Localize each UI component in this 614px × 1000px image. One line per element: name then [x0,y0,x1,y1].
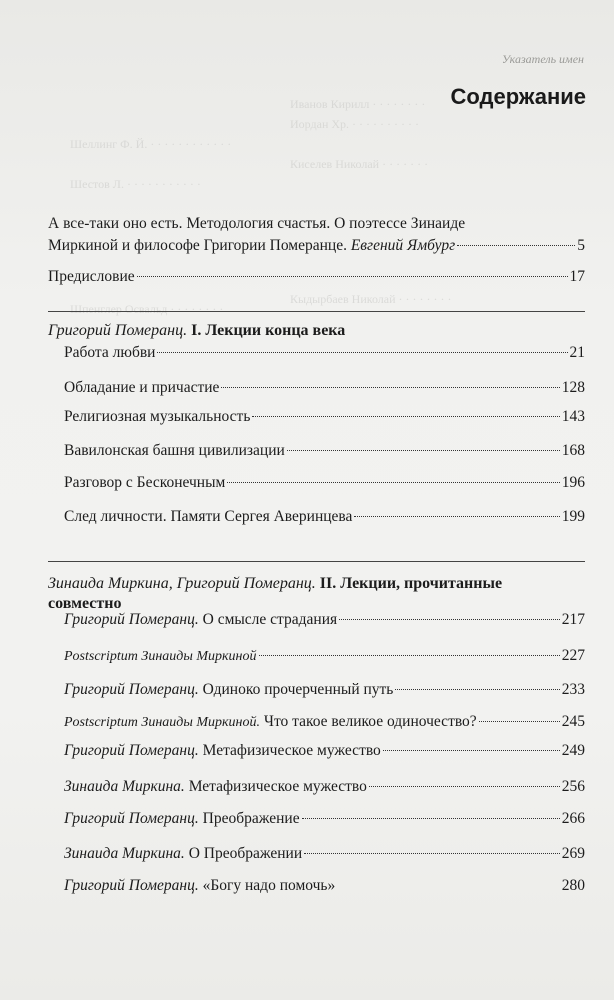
toc-entry: Григорий Померанц. Одиноко прочерченный путь 233 [64,681,585,698]
toc-entry: Зинаида Миркина. Метафизическое мужество 256 [64,778,585,795]
part2-title-line2: совместно [48,595,122,612]
toc-entry: Григорий Померанц. «Богу надо помочь» 280 [64,877,585,894]
toc-entry-intro-line1: А все-таки оно есть. Методология счастья. О поэтессе Зинаиде [48,215,466,232]
toc-entry-preface [48,266,585,288]
toc-entry-text: Предисловие [48,268,135,285]
page-title: Содержание [450,84,586,109]
running-head: Указатель имен [501,52,584,66]
toc-entry: Религиозная музыкальность 143 [64,408,585,425]
section-divider [48,561,585,562]
dot-leader [457,245,575,246]
page-number: 17 [569,268,585,285]
part1-title: I. Лекции конца века [187,322,346,339]
page-number: 5 [577,237,585,254]
dot-leader [137,276,568,277]
section-divider [48,311,585,312]
part2-title-line1: II. Лекции, прочитанные [315,575,503,592]
toc-entry-intro-author: Евгений Ямбург [350,237,456,254]
part2-heading [48,574,585,614]
toc-entry: Григорий Померанц. Метафизическое мужество 249 [64,742,585,759]
toc-entry: Григорий Померанц. Преображение 266 [64,810,585,827]
toc-entry-intro [48,213,585,257]
toc-entry: Григорий Померанц. О смысле страдания 217 [64,611,585,628]
toc-entry: Зинаида Миркина. О Преображении 269 [64,845,585,862]
toc-entry-intro-line2: Миркиной и философе Григории Померанце. Евгений Ямбург [48,237,456,254]
toc-entry: Обладание и причастие 128 [64,379,585,396]
book-page: Иванов Кирилл · · · · · · · · Иордан Хр. · · · · · · · · · · Шеллинг Ф. Й. · · · · · · · · · · · · Киселев Николай · · · · · · · Шестов Л. · · · · · · · · · · · Кыдырбаев Николай · · · · · · · · Шпенглер Освальд · · · · · · · · Указатель имен Содержание А все-таки оно есть. Методология счастья. О поэтессе Зинаиде Миркиной и философе Григории Померанце. Евгений Ямбург 5 Предисловие 17 Григорий Померанц. I. Лекции конца века Работа любви 21 Обладание и причастие 128 Религиозная музыкальность 143 Вавилонская башня цивилизации 168 Разговор с Бесконечным 196 След личности. Памяти Сергея Аверинцева 199 Зинаида Миркина, Григорий Померанц. II. Лекции, прочитанные совместно Григорий Померанц. О смысле страдания 217 Postscriptum Зинаиды Миркиной 227 Григорий Померанц. Одиноко прочерченный путь 233 Postscriptum Зинаиды Миркиной. Что такое великое одиночество? 245 Григорий Померанц. Метафизическое мужество 249 Зинаида Миркина. Метафизическое мужество 256 Григорий Померанц. Преображение 266 Зинаида Миркина. О Преображении 269 Григорий Померанц. «Богу надо помочь» 280 [0,0,614,1000]
part1-author: Григорий Померанц. [48,322,188,339]
toc-entry: Работа любви 21 [64,344,585,361]
toc-entry: Разговор с Бесконечным 196 [64,474,585,491]
toc-entry: Postscriptum Зинаиды Миркиной 227 [64,647,585,664]
toc-entry: Вавилонская башня цивилизации 168 [64,442,585,459]
toc-entry: След личности. Памяти Сергея Аверинцева 199 [64,508,585,525]
part2-author: Зинаида Миркина, Григорий Померанц. [48,575,316,592]
toc-entry: Postscriptum Зинаиды Миркиной. Что такое великое одиночество? 245 [64,713,585,730]
part1-heading [48,321,585,341]
